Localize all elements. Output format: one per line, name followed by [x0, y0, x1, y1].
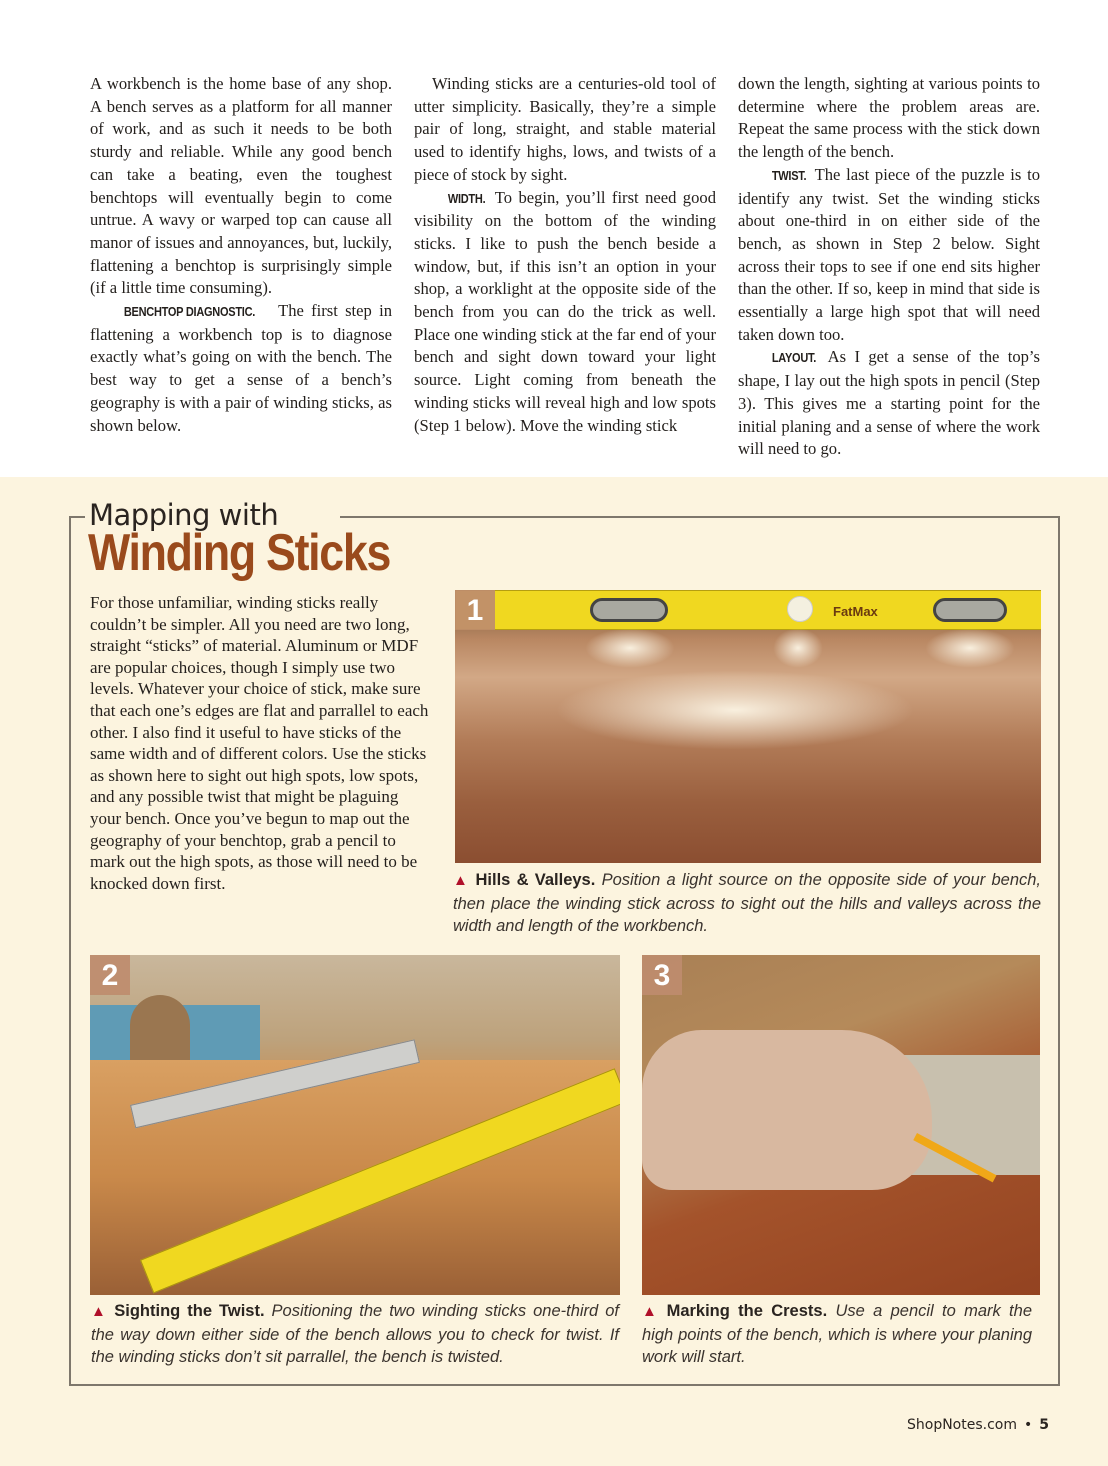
paragraph	[90, 300, 392, 437]
triangle-marker-icon: ▲	[91, 1303, 109, 1320]
paragraph: Winding sticks are a centuries-old tool of utter simplicity. Basically, they’re a simple pair of long, straight, and stable material used to identify highs, lows, and twists of a piece of stock by sight.	[414, 74, 716, 184]
paragraph-text: The first step in flattening a workbench top is to diagnose exactly what’s going on with the bench. The best way to get a sense of a bench’s geography is with a pair of winding sticks, as shown below.	[90, 301, 392, 435]
caption-body: Position a light source on the opposite side of your bench, then place the winding stick across to sight out the hills and valleys across the width and length of the workbench.	[453, 871, 1042, 936]
step-1-photo	[455, 590, 1041, 863]
brand-logo: FatMax	[833, 604, 878, 619]
level-slot	[590, 598, 668, 622]
page-number: 5	[1039, 1417, 1050, 1433]
level-vial	[787, 596, 813, 622]
run-in-head: LAYOUT.	[771, 351, 817, 366]
article-column-2	[414, 73, 716, 437]
paragraph: down the length, sighting at various points to determine where the problem areas are. Repeat the same process with the stick down the length of the bench.	[738, 74, 1040, 162]
step-3-caption	[642, 1300, 1032, 1369]
step-number-badge: 3	[642, 955, 682, 995]
frame-rule-left	[69, 516, 85, 518]
caption-title: Marking the Crests.	[666, 1302, 828, 1320]
article-column-3	[738, 73, 1040, 461]
caption-body: Use a pencil to mark the high points of the bench, which is where your planing work will start.	[642, 1302, 1032, 1367]
paragraph-text: To begin, you’ll first need good visibility on the bottom of the winding sticks. I like to push the bench beside a window, but, if this isn’t an option in your shop, a worklight at the opposite side of the bench from you can do the trick as well. Place one winding stick at the far end of your bench and sight down toward your light source. Light coming from beneath the winding sticks will reveal high and low spots (Step 1 below). Move the winding stick	[414, 187, 716, 435]
sidebar-title: Winding Sticks	[88, 524, 391, 582]
caption-title: Hills & Valleys.	[475, 871, 596, 889]
light-glow	[555, 670, 915, 750]
triangle-marker-icon: ▲	[642, 1303, 661, 1320]
article-column-1	[90, 73, 392, 437]
paragraph: A workbench is the home base of any shop. A bench serves as a platform for all manner of work, and as such it needs to be both sturdy and reliable. While any good bench can take a beating, even the toughest benchtops will eventually begin to come untrue. A wavy or warped top can cause all manor of issues and annoyances, but, luckily, flattening a benchtop is surprisingly simple (if a little time consuming).	[90, 74, 392, 298]
run-in-head: TWIST.	[771, 168, 807, 183]
hand	[642, 1030, 932, 1190]
step-1-caption	[453, 869, 1041, 938]
step-2-photo	[90, 955, 620, 1295]
paragraph	[414, 187, 716, 438]
paragraph-text: The last piece of the puzzle is to identify any twist. Set the winding sticks about one-third in on either side of the bench, as shown in Step 2 below. Sight across their tops to see if one end sits higher than the other. If so, keep in mind that side is essentially a large high spot that will need taken down too.	[738, 164, 1040, 344]
caption-title: Sighting the Twist.	[114, 1302, 265, 1320]
sidebar-intro: For those unfamiliar, winding sticks really couldn’t be simpler. All you need are two long, straight “sticks” of material. Aluminum or MDF are popular choices, though I simply use two levels. Whatever your choice of stick, make sure that each one’s edges are flat and parrallel to each other. I also find it useful to have sticks of the same width and of different colors. Use the sticks as shown here to sight out high spots, low spots, and any possible twist that might be plaguing your bench. Once you’ve begun to map out the geography of your benchtop, grab a pencil to mark out the high spots, as those will need to be knocked down first.	[90, 593, 429, 893]
triangle-marker-icon: ▲	[453, 872, 470, 889]
footer-separator: •	[1024, 1417, 1033, 1433]
step-2-caption	[91, 1300, 619, 1369]
step-number-badge: 2	[90, 955, 130, 995]
paragraph-text: As I get a sense of the top’s shape, I lay out the high spots in pencil (Step 3). This gives me a starting point for the initial planing and a sense of where the work will need to go.	[738, 347, 1040, 459]
step-3-photo	[642, 955, 1040, 1295]
caption-body: Positioning the two winding sticks one-third of the way down either side of the bench allows you to check for twist. If the winding sticks don’t sit parrallel, the bench is twisted.	[91, 1302, 619, 1367]
run-in-head: WIDTH.	[447, 191, 486, 206]
paragraph	[738, 346, 1040, 461]
article-body	[0, 0, 1108, 477]
frame-rule-right	[340, 516, 1060, 518]
paragraph	[738, 164, 1040, 347]
level-slot	[933, 598, 1007, 622]
sidebar-kicker: Mapping with	[89, 498, 279, 532]
light-glow	[773, 628, 823, 668]
light-glow	[925, 628, 1015, 668]
page-footer	[907, 1417, 1049, 1433]
light-glow	[585, 628, 675, 668]
footer-site-link[interactable]: ShopNotes.com	[907, 1417, 1017, 1433]
step-number-badge: 1	[455, 590, 495, 630]
run-in-head: BENCHTOP DIAGNOSTIC.	[123, 305, 256, 320]
